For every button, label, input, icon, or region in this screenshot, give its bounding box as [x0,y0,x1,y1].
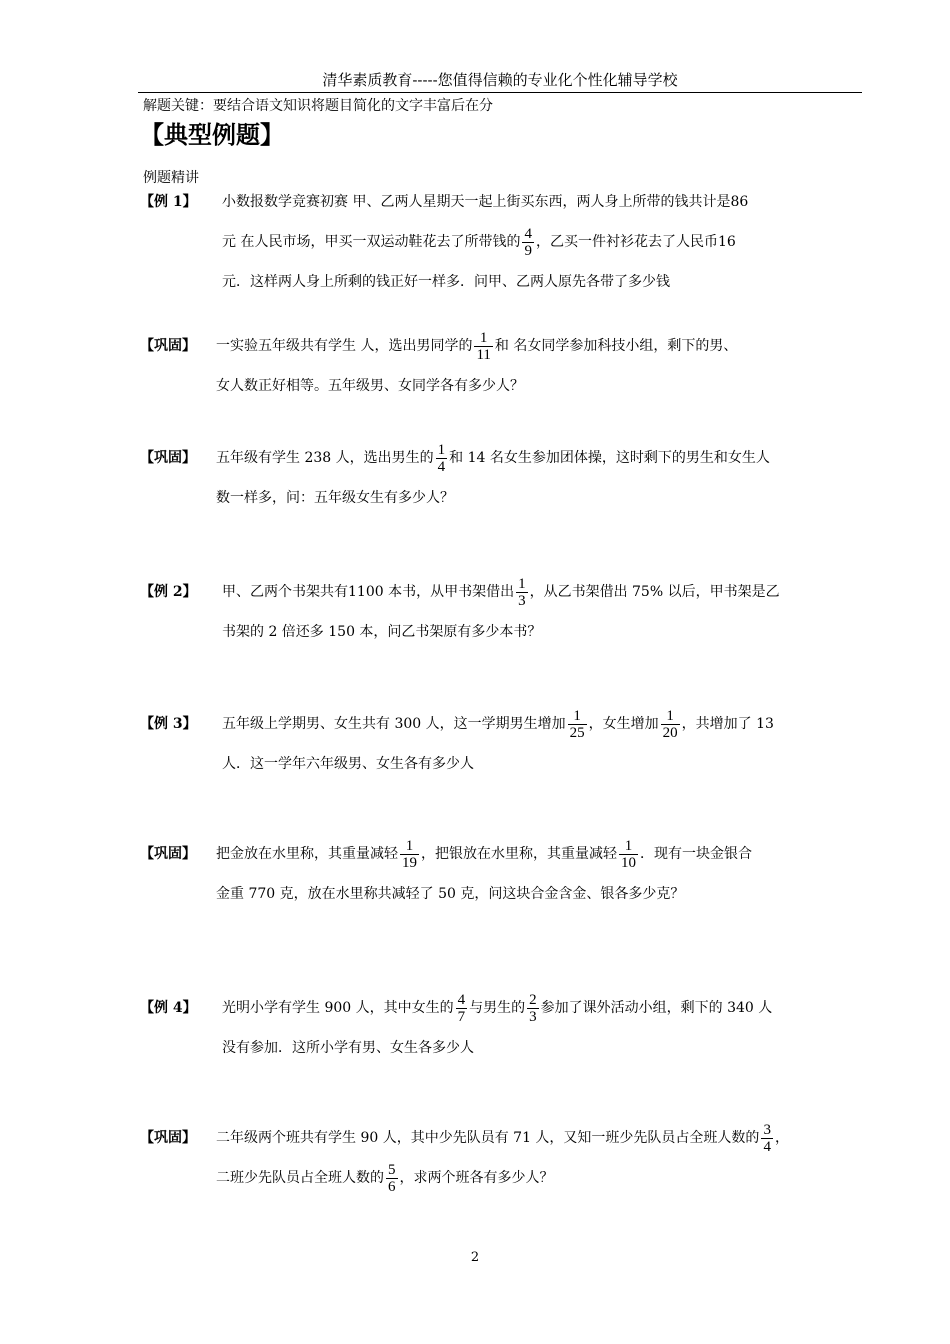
fraction: $\frac{1}{20}$ [662,707,678,741]
problem-example-4 [140,988,862,1068]
problem-text: 五年级有学生 238 人，选出男生的 $\frac{1}{4}$ 和 14 名女生参加团体操，这时剩下的男生和女生人 [216,441,770,475]
fraction: $\frac{1}{11}$ [476,329,491,363]
problem-text: 女人数正好相等。五年级男、女同学各有多少人？ [216,378,524,394]
problem-text: 数一样多，问：五年级女生有多少人？ [216,490,454,506]
problem-practice-2 [140,438,862,518]
fraction: $\frac{1}{4}$ [437,441,446,475]
fraction: $\frac{4}{9}$ [524,225,532,259]
fraction: $\frac{1}{25}$ [569,707,585,741]
problem-example-1 [140,182,862,302]
fraction: $\frac{1}{10}$ [621,837,636,871]
problem-tag: 【例 1】 [140,194,197,210]
problem-text: 元．这样两人身上所剩的钱正好一样多．问甲、乙两人原先各带了多少钱 [222,274,670,290]
sub-title: 例题精讲 [143,170,199,186]
problem-tag: 【例 2】 [140,584,197,600]
problem-text: 书架的 2 倍还多 150 本，问乙书架原有多少本书？ [222,624,542,640]
problem-text: 元 在人民市场，甲买一双运动鞋花去了所带钱的 $\frac{4}{9}$ ，乙买一件衬衫花去了人民币16 [222,225,736,259]
problem-text: 一实验五年级共有学生 人，选出男同学的 $\frac{1}{11}$ 和 名女同学参加科技小组，剩下的男、 [216,329,738,363]
problem-text: 光明小学有学生 900 人，其中女生的 $\frac{4}{7}$ 与男生的 $\frac{2}{3}$ 参加了课外活动小组，剩下的 340 人 [222,991,773,1025]
fraction: $\frac{1}{19}$ [402,837,417,871]
problem-practice-4 [140,1118,862,1198]
problem-practice-1 [140,326,862,406]
page-number: 2 [470,1250,480,1265]
problem-text: 二班少先队员占全班人数的 $\frac{5}{6}$ ，求两个班各有多少人？ [216,1161,554,1195]
key-note: 解题关键：要结合语文知识将题目简化的文字丰富后在分 [143,98,493,114]
problem-tag: 【例 3】 [140,716,197,732]
problem-practice-3 [140,834,862,914]
problem-tag: 【巩固】 [140,1130,196,1146]
fraction: $\frac{4}{7}$ [457,991,466,1025]
problem-text: 小数报数学竞赛初赛 甲、乙两人星期天一起上街买东西，两人身上所带的钱共计是86 [222,194,749,210]
problem-text: 五年级上学期男、女生共有 300 人，这一学期男生增加 $\frac{1}{25}$ ，女生增加 $\frac{1}{20}$ ，共增加了 13 [222,707,774,741]
problem-tag: 【巩固】 [140,338,196,354]
problem-text: 人．这一学年六年级男、女生各有多少人 [222,756,474,772]
page-header: 清华素质教育-----您值得信赖的专业化个性化辅导学校 [138,70,862,93]
fraction: $\frac{5}{6}$ [388,1161,396,1195]
problem-text: 把金放在水里称，其重量减轻 $\frac{1}{19}$ ，把银放在水里称，其重量减轻 $\frac{1}{10}$ ．现有一块金银合 [216,837,752,871]
section-title: 【典型例题】 [140,120,284,149]
problem-tag: 【例 4】 [140,1000,197,1016]
problem-text: 甲、乙两个书架共有1100 本书，从甲书架借出 $\frac{1}{3}$ ，从乙书架借出 75% 以后，甲书架是乙 [222,575,780,609]
problem-example-2 [140,572,862,652]
problem-text: 金重 770 克，放在水里称共减轻了 50 克，问这块合金含金、银各多少克？ [216,886,685,902]
fraction: $\frac{1}{3}$ [518,575,526,609]
problem-text: 二年级两个班共有学生 90 人，其中少先队员有 71 人，又知一班少先队员占全班人数的 $\frac{3}{4}$ ， [216,1121,789,1155]
problem-text: 没有参加．这所小学有男、女生各多少人 [222,1040,474,1056]
fraction: $\frac{3}{4}$ [763,1121,771,1155]
problem-tag: 【巩固】 [140,846,196,862]
problem-example-3 [140,704,862,784]
fraction: $\frac{2}{3}$ [529,991,537,1025]
problem-tag: 【巩固】 [140,450,196,466]
